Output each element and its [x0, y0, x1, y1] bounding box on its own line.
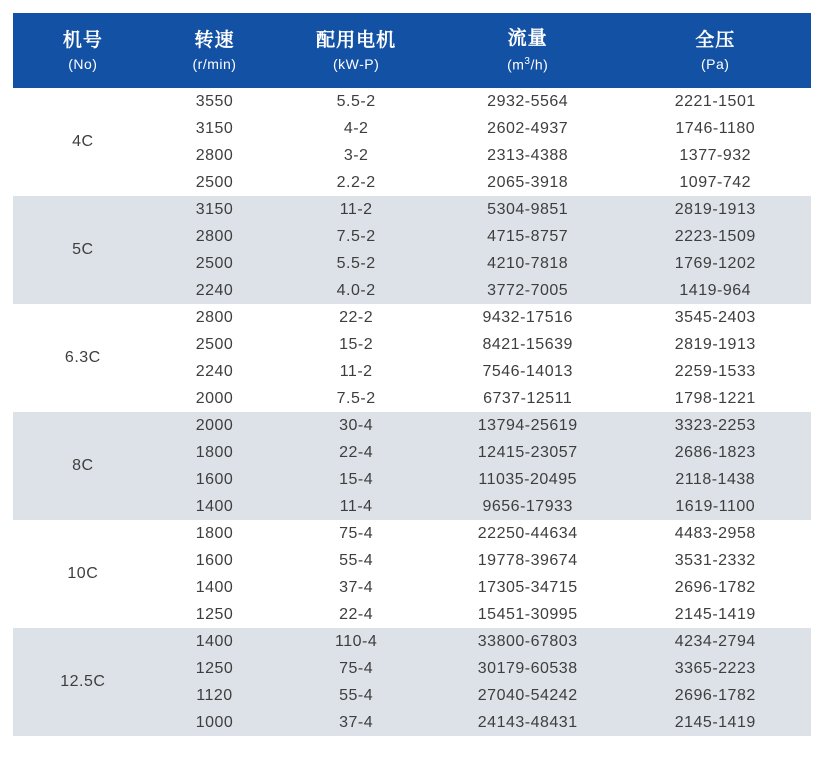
- cell-pressure: 2819-1913: [674, 200, 756, 218]
- cell-pressure: 2686-1823: [674, 443, 756, 461]
- cell-pressure: 1769-1202: [674, 254, 756, 272]
- cell-flow: 2313-4388: [487, 146, 569, 164]
- cell-speed: 3150: [195, 119, 234, 137]
- cell-speed: 1600: [195, 470, 234, 488]
- cell-speed: 1400: [195, 632, 234, 650]
- cell-motor: 55-4: [339, 686, 374, 704]
- cell-speed: 3550: [195, 92, 234, 110]
- cell-flow: 2065-3918: [487, 173, 569, 191]
- cell-flow: 11035-20495: [478, 470, 577, 488]
- cell-flow: 27040-54242: [477, 686, 578, 704]
- cell-speed: 2500: [195, 335, 234, 353]
- cell-pressure: 3545-2403: [674, 308, 756, 326]
- cell-motor: 5.5-2: [336, 92, 376, 110]
- cell-speed: 2500: [195, 254, 234, 272]
- cell-motor: 15-4: [339, 470, 374, 488]
- group-6-3C: [13, 304, 811, 412]
- col-header-flow-title: 流量: [507, 28, 548, 50]
- col-header-flow: [436, 13, 620, 88]
- cell-model: 5C: [72, 241, 94, 258]
- cell-pressure: 4483-2958: [674, 524, 756, 542]
- cell-speed: 1120: [196, 686, 233, 704]
- cell-speed: 2240: [195, 362, 234, 380]
- cell-pressure: 2696-1782: [674, 578, 756, 596]
- group-5C: [13, 196, 811, 304]
- col-header-motor: [276, 13, 436, 88]
- cell-motor: 11-2: [339, 362, 373, 380]
- cell-pressure: 2223-1509: [674, 227, 756, 245]
- cell-motor: 110-4: [335, 632, 378, 650]
- col-header-pressure-title: 全压: [695, 29, 736, 51]
- cell-flow: 19778-39674: [477, 551, 578, 569]
- cell-motor: 37-4: [339, 578, 374, 596]
- cell-model: 10C: [67, 565, 99, 582]
- cell-speed: 1250: [195, 605, 234, 623]
- cell-pressure: 2145-1419: [674, 605, 756, 623]
- cell-flow: 9656-17933: [482, 497, 573, 515]
- col-header-pressure: [619, 13, 811, 88]
- group-4C: [13, 88, 811, 196]
- cell-pressure: 3365-2223: [674, 659, 756, 677]
- cell-flow: 33800-67803: [477, 632, 578, 650]
- table-row: [13, 412, 811, 439]
- cell-motor: 4-2: [343, 119, 369, 137]
- col-header-model: [13, 13, 153, 88]
- cell-pressure: 1377-932: [679, 146, 752, 164]
- cell-motor: 37-4: [339, 713, 374, 731]
- cell-motor: 22-4: [339, 443, 374, 461]
- cell-pressure: 3531-2332: [674, 551, 756, 569]
- cell-pressure: 2819-1913: [674, 335, 756, 353]
- cell-motor: 7.5-2: [336, 227, 376, 245]
- cell-model: 6.3C: [64, 349, 101, 366]
- col-header-motor-unit: (kW-P): [332, 55, 380, 72]
- cell-motor: 3-2: [343, 146, 369, 164]
- cell-model: 4C: [72, 133, 94, 150]
- cell-pressure: 2145-1419: [674, 713, 756, 731]
- cell-speed: 1800: [195, 524, 234, 542]
- cell-flow: 4715-8757: [487, 227, 569, 245]
- cell-pressure: 1798-1221: [674, 389, 756, 407]
- cell-speed: 2000: [195, 389, 234, 407]
- cell-flow: 4210-7818: [487, 254, 569, 272]
- cell-motor: 22-4: [339, 605, 374, 623]
- cell-flow: 7546-14013: [482, 362, 573, 380]
- cell-speed: 2500: [195, 173, 234, 191]
- col-header-flow-unit: $(m^3/h)$: [507, 56, 549, 73]
- cell-motor: 4.0-2: [336, 281, 376, 299]
- cell-speed: 2800: [195, 227, 234, 245]
- group-10C: [13, 520, 811, 628]
- cell-flow: 22250-44634: [477, 524, 578, 542]
- cell-flow: 13794-25619: [477, 416, 578, 434]
- cell-pressure: 1619-1100: [675, 497, 756, 515]
- col-header-pressure-unit: (Pa): [701, 55, 730, 72]
- cell-speed: 2800: [195, 146, 234, 164]
- cell-motor: 2.2-2: [336, 173, 376, 191]
- cell-pressure: 2118-1438: [675, 470, 756, 488]
- cell-flow: 6737-12511: [483, 389, 573, 407]
- cell-flow: 9432-17516: [482, 308, 573, 326]
- col-header-speed-unit: (r/min): [192, 55, 237, 72]
- cell-speed: 1400: [195, 497, 234, 515]
- cell-motor: 11-4: [339, 497, 373, 515]
- cell-speed: 1600: [195, 551, 234, 569]
- col-header-speed-title: 转速: [194, 29, 235, 51]
- cell-flow: 24143-48431: [477, 713, 578, 731]
- group-12-5C: [13, 628, 811, 736]
- cell-flow: 30179-60538: [477, 659, 578, 677]
- table-header: [13, 13, 811, 88]
- col-header-model-unit: (No): [68, 55, 98, 72]
- col-header-motor-title: 配用电机: [316, 29, 397, 51]
- col-header-model-title: 机号: [62, 29, 103, 51]
- cell-speed: 1000: [195, 713, 234, 731]
- cell-speed: 1250: [195, 659, 234, 677]
- cell-flow: 8421-15639: [482, 335, 573, 353]
- fan-spec-table: [13, 13, 811, 736]
- col-header-speed: [153, 13, 277, 88]
- cell-pressure: 3323-2253: [674, 416, 756, 434]
- table-row: [13, 88, 811, 115]
- cell-speed: 2800: [195, 308, 234, 326]
- cell-pressure: 1097-742: [679, 173, 752, 191]
- table-row: [13, 304, 811, 331]
- cell-motor: 11-2: [339, 200, 373, 218]
- cell-motor: 30-4: [339, 416, 374, 434]
- cell-flow: 2932-5564: [487, 92, 569, 110]
- cell-pressure: 1419-964: [679, 281, 752, 299]
- group-8C: [13, 412, 811, 520]
- table-row: [13, 196, 811, 223]
- cell-flow: 5304-9851: [487, 200, 569, 218]
- cell-speed: 2000: [195, 416, 234, 434]
- cell-speed: 2240: [195, 281, 234, 299]
- cell-flow: 15451-30995: [477, 605, 578, 623]
- cell-motor: 7.5-2: [336, 389, 376, 407]
- cell-pressure: 2221-1501: [674, 92, 756, 110]
- cell-pressure: 4234-2794: [674, 632, 756, 650]
- cell-pressure: 1746-1180: [675, 119, 756, 137]
- cell-speed: 3150: [195, 200, 234, 218]
- cell-motor: 55-4: [339, 551, 374, 569]
- cell-motor: 75-4: [339, 659, 374, 677]
- header-row: [13, 13, 811, 88]
- cell-motor: 15-2: [339, 335, 374, 353]
- cell-motor: 75-4: [339, 524, 374, 542]
- cell-flow: 2602-4937: [487, 119, 569, 137]
- cell-flow: 17305-34715: [477, 578, 578, 596]
- cell-speed: 1800: [195, 443, 234, 461]
- cell-flow: 12415-23057: [477, 443, 578, 461]
- table-row: [13, 520, 811, 547]
- table-row: [13, 628, 811, 655]
- cell-model: 12.5C: [60, 673, 106, 690]
- cell-motor: 22-2: [339, 308, 374, 326]
- cell-pressure: 2259-1533: [674, 362, 756, 380]
- cell-motor: 5.5-2: [336, 254, 376, 272]
- cell-speed: 1400: [195, 578, 234, 596]
- cell-pressure: 2696-1782: [674, 686, 756, 704]
- cell-model: 8C: [72, 457, 94, 474]
- cell-flow: 3772-7005: [487, 281, 569, 299]
